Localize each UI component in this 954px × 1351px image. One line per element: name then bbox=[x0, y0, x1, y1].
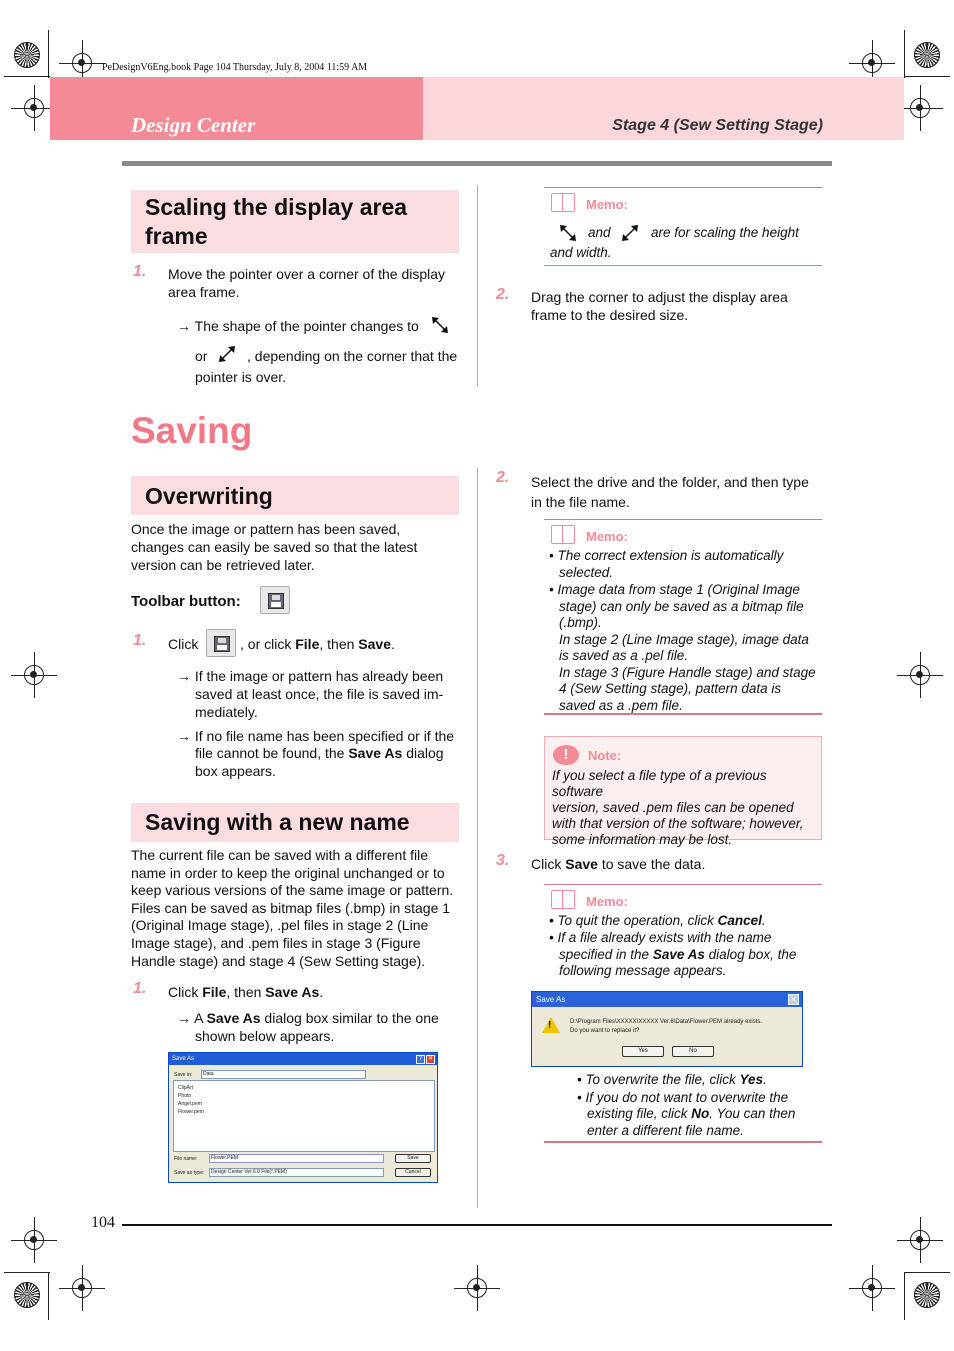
text-span: , or click bbox=[240, 636, 296, 652]
intro-line: Once the image or pattern has been saved, bbox=[131, 521, 401, 537]
result-text: → If the image or pattern has already been bbox=[177, 668, 444, 684]
memo-rule bbox=[544, 884, 822, 885]
text-span: • To overwrite the file, click bbox=[577, 1072, 740, 1087]
note-box bbox=[544, 736, 822, 847]
text-span: , then bbox=[226, 984, 266, 1000]
result-or: or bbox=[195, 348, 208, 364]
memo-label: Memo: bbox=[586, 197, 628, 212]
scaling-heading-line1: Scaling the display area bbox=[145, 194, 408, 220]
memo-label: Memo: bbox=[586, 894, 628, 909]
step-number: 1. bbox=[133, 632, 147, 649]
text-span: Click bbox=[168, 984, 203, 1000]
intro-line: Image stage), and .pem files in stage 3 (Figure bbox=[131, 934, 421, 951]
header-stage-title: Stage 4 (Sew Setting Stage) bbox=[612, 117, 823, 134]
column-divider bbox=[477, 468, 478, 1208]
no-button[interactable]: No bbox=[672, 1046, 714, 1057]
new-name-heading: Saving with a new name bbox=[145, 809, 410, 835]
step-text-line: in the file name. bbox=[531, 494, 630, 510]
registration-mark-tl bbox=[14, 42, 40, 68]
memo-book-icon bbox=[551, 890, 575, 909]
result-text: → The shape of the pointer changes to bbox=[177, 318, 419, 334]
dialog-title: Save As bbox=[532, 992, 802, 1007]
step-number: 1. bbox=[133, 263, 147, 280]
cancel-ref: Cancel bbox=[717, 913, 762, 928]
file-name-label: File name: bbox=[174, 1156, 198, 1162]
diagonal-resize-nwse-icon bbox=[558, 223, 578, 243]
yes-ref: Yes bbox=[739, 1072, 764, 1087]
crosshair-mark bbox=[467, 1278, 487, 1298]
save-toolbar-button[interactable] bbox=[206, 629, 236, 657]
save-as-ref: Save As bbox=[265, 984, 320, 1000]
save-button[interactable]: Save bbox=[395, 1154, 431, 1163]
file-name-input[interactable]: Flower.PEM bbox=[209, 1154, 384, 1163]
memo-line bbox=[577, 1106, 795, 1123]
text-span: , then bbox=[319, 636, 359, 652]
crop-line bbox=[48, 1272, 49, 1320]
yes-button[interactable]: Yes bbox=[622, 1046, 664, 1057]
crop-line bbox=[4, 1272, 50, 1273]
memo-book-icon bbox=[551, 525, 575, 544]
registration-mark-bl bbox=[14, 1282, 40, 1308]
memo-text bbox=[577, 1072, 795, 1139]
step-text-line: Move the pointer over a corner of the display bbox=[168, 266, 446, 282]
scaling-heading-line2: frame bbox=[145, 223, 208, 249]
memo-book-icon bbox=[551, 193, 575, 212]
memo-text: and width. bbox=[550, 245, 612, 260]
save-as-dialog bbox=[168, 1052, 438, 1183]
step-number: 1. bbox=[133, 980, 147, 997]
crop-line bbox=[4, 76, 50, 77]
step-text bbox=[531, 288, 788, 324]
intro-line: keep various versions of the same image or pattern. bbox=[131, 882, 454, 899]
memo-text bbox=[549, 913, 796, 980]
text-span: existing file, click bbox=[587, 1106, 692, 1121]
top-rule bbox=[122, 161, 832, 166]
text-span: Click bbox=[531, 856, 566, 872]
memo-line: (.bmp). bbox=[559, 615, 602, 630]
crosshair-mark bbox=[24, 665, 44, 685]
memo-line: • Image data from stage 1 (Original Image bbox=[549, 582, 800, 597]
result-text: mediately. bbox=[195, 704, 258, 720]
list-item[interactable]: ClipArt bbox=[178, 1085, 194, 1091]
close-button[interactable]: ✕ bbox=[788, 994, 799, 1005]
step-text-line: area frame. bbox=[168, 284, 240, 300]
diagonal-resize-nesw-icon bbox=[620, 223, 640, 243]
memo-and: and bbox=[588, 225, 611, 240]
note-label: Note: bbox=[588, 748, 622, 763]
message-line: Do you want to replace it? bbox=[570, 1028, 640, 1034]
text-span: . bbox=[319, 984, 324, 1000]
registration-mark-br bbox=[914, 1282, 940, 1308]
help-button[interactable]: ? bbox=[416, 1055, 425, 1064]
memo-line: • The correct extension is automatically bbox=[549, 548, 784, 563]
list-item[interactable]: Flower.pem bbox=[178, 1109, 204, 1115]
text-span: dialog box, the bbox=[704, 946, 797, 962]
memo-line bbox=[549, 913, 796, 930]
result-text: box appears. bbox=[195, 763, 276, 779]
memo-line: • If you do not want to overwrite the bbox=[577, 1089, 789, 1105]
crosshair-mark bbox=[72, 1278, 92, 1298]
crop-line bbox=[904, 1272, 905, 1320]
text-span: . bbox=[761, 913, 766, 928]
menu-file-ref: File bbox=[295, 636, 320, 652]
message-line: D:\Program Files\XXXXX\XXXXX Ver.6\Data\Flower.PEM already exists. bbox=[570, 1019, 763, 1025]
crosshair-mark bbox=[862, 53, 882, 73]
step-number: 3. bbox=[496, 852, 510, 869]
note-text bbox=[552, 768, 821, 848]
close-button[interactable]: ✕ bbox=[427, 1056, 434, 1062]
list-item[interactable]: Angel.pem bbox=[178, 1101, 202, 1107]
overwriting-heading: Overwriting bbox=[145, 483, 273, 509]
text-span: . bbox=[763, 1072, 767, 1087]
registration-mark-tr bbox=[914, 42, 940, 68]
text-span: dialog box similar to the one bbox=[260, 1010, 439, 1026]
new-name-intro bbox=[131, 847, 453, 970]
step-text: Click bbox=[168, 636, 199, 652]
crosshair-mark bbox=[72, 53, 92, 73]
step-text bbox=[531, 472, 809, 512]
memo-line: saved as a .pem file. bbox=[559, 697, 683, 713]
toolbar-button-label: Toolbar button: bbox=[131, 593, 241, 610]
text-span: • To quit the operation, click bbox=[549, 913, 718, 928]
text-span: → A bbox=[177, 1010, 207, 1026]
crosshair-mark bbox=[910, 665, 930, 685]
confirm-overwrite-dialog bbox=[531, 991, 803, 1067]
memo-line bbox=[549, 947, 796, 964]
save-toolbar-button[interactable] bbox=[260, 586, 290, 614]
intro-line: The current file can be saved with a different file bbox=[131, 847, 429, 863]
crop-line bbox=[48, 30, 49, 78]
diagonal-resize-nwse-icon bbox=[430, 315, 450, 335]
result-text: saved at least once, the file is saved im- bbox=[195, 686, 444, 702]
crosshair-mark bbox=[910, 98, 930, 118]
menu-save-ref: Save bbox=[358, 636, 391, 652]
memo-line: enter a different file name. bbox=[587, 1122, 744, 1138]
memo-text: are for scaling the height bbox=[651, 225, 799, 240]
crosshair-mark bbox=[24, 1230, 44, 1250]
list-item[interactable]: Photo bbox=[178, 1093, 192, 1099]
save-in-label: Save in: bbox=[174, 1072, 193, 1078]
floppy-disk-icon bbox=[214, 636, 230, 652]
saving-title: Saving bbox=[131, 410, 253, 451]
page-number: 104 bbox=[91, 1214, 115, 1231]
memo-line: In stage 2 (Line Image stage), image data bbox=[559, 631, 809, 647]
file-list[interactable] bbox=[173, 1080, 435, 1152]
text-span: file cannot be found, the bbox=[195, 745, 349, 761]
intro-line: (Original Image stage), .pel files in stage 2 (Line bbox=[131, 917, 429, 934]
text-span: . You can then bbox=[709, 1106, 796, 1121]
result-text: → If no file name has been specified or if the bbox=[177, 728, 455, 744]
dialog-title: Save As bbox=[169, 1053, 437, 1065]
cancel-button[interactable]: Cancel bbox=[395, 1168, 431, 1177]
save-as-type-select[interactable]: Design Center Ver.6.0 File(*.PEM) bbox=[209, 1168, 384, 1177]
step-text-line: Drag the corner to adjust the display area bbox=[531, 289, 788, 305]
memo-label: Memo: bbox=[586, 529, 628, 544]
memo-rule bbox=[544, 1141, 822, 1143]
note-line: version, saved .pem files can be opened bbox=[552, 800, 794, 815]
step-number: 2. bbox=[496, 286, 510, 303]
step-text-line: frame to the desired size. bbox=[531, 307, 689, 323]
crosshair-mark bbox=[24, 98, 44, 118]
scaling-heading bbox=[145, 193, 407, 251]
column-divider bbox=[477, 185, 478, 387]
dialog-message bbox=[570, 1018, 762, 1036]
memo-line: following message appears. bbox=[559, 963, 727, 978]
result-text bbox=[195, 744, 444, 762]
footer-rule bbox=[122, 1224, 832, 1226]
crosshair-mark bbox=[862, 1278, 882, 1298]
note-line: with that version of the software; however, bbox=[552, 816, 804, 831]
diagonal-resize-nesw-icon bbox=[217, 344, 237, 364]
step-text bbox=[168, 265, 445, 301]
result-text bbox=[177, 1009, 439, 1027]
intro-line: version can be retrieved later. bbox=[131, 557, 315, 573]
text-span: to save the data. bbox=[597, 856, 706, 872]
result-text: , depending on the corner that the bbox=[247, 348, 458, 364]
floppy-disk-icon bbox=[268, 593, 284, 609]
memo-rule bbox=[544, 265, 822, 266]
memo-line: stage) can only be saved as a bitmap file bbox=[559, 598, 804, 614]
memo-text bbox=[549, 548, 816, 714]
save-as-type-label: Save as type: bbox=[174, 1170, 205, 1176]
memo-line: • If a file already exists with the name bbox=[549, 930, 772, 945]
note-line: If you select a file type of a previous software bbox=[552, 768, 767, 799]
crop-line bbox=[904, 76, 950, 77]
memo-line: 4 (Sew Setting stage), pattern data is bbox=[559, 681, 782, 696]
note-line: some information may be lost. bbox=[552, 832, 733, 847]
save-as-ref: Save As bbox=[348, 745, 403, 761]
step-text bbox=[531, 855, 705, 873]
overwriting-intro bbox=[131, 520, 417, 574]
intro-line: name in order to keep the original unchanged or to bbox=[131, 864, 445, 881]
step-text bbox=[240, 635, 395, 653]
memo-rule bbox=[544, 713, 822, 715]
file-info: PeDesignV6Eng.book Page 104 Thursday, July 8, 2004 11:59 AM bbox=[102, 62, 368, 73]
intro-line: changes can easily be saved so that the latest bbox=[131, 539, 418, 555]
crop-line bbox=[904, 1272, 950, 1273]
crosshair-mark bbox=[910, 1230, 930, 1250]
result-text: shown below appears. bbox=[195, 1028, 335, 1044]
save-as-ref: Save As bbox=[652, 946, 705, 962]
memo-line: selected. bbox=[559, 564, 614, 580]
crop-line bbox=[904, 30, 905, 78]
memo-line bbox=[577, 1072, 795, 1089]
note-alert-icon: ! bbox=[553, 745, 579, 765]
intro-line: Files can be saved as bitmap files (.bmp) in stage 1 bbox=[131, 899, 451, 916]
save-as-ref: Save As bbox=[206, 1010, 261, 1026]
header-section-title: Design Center bbox=[131, 113, 256, 137]
text-span: . bbox=[390, 636, 395, 652]
step-text bbox=[168, 983, 323, 1001]
text-span: dialog bbox=[402, 745, 444, 761]
step-number: 2. bbox=[496, 469, 510, 486]
memo-rule bbox=[544, 187, 822, 188]
save-in-select[interactable]: Data bbox=[201, 1070, 366, 1079]
memo-rule bbox=[544, 519, 822, 520]
menu-file-ref: File bbox=[202, 984, 227, 1000]
memo-line: In stage 3 (Figure Handle stage) and stage bbox=[559, 664, 816, 680]
text-span: specified in the bbox=[559, 946, 653, 962]
save-ref: Save bbox=[565, 856, 598, 872]
warning-exclamation: ! bbox=[548, 1020, 552, 1031]
result-text: pointer is over. bbox=[195, 369, 287, 385]
step-text-line: Select the drive and the folder, and then type bbox=[531, 474, 809, 490]
memo-line: is saved as a .pel file. bbox=[559, 648, 689, 663]
intro-line: Handle stage) and stage 4 (Sew Setting stage). bbox=[131, 952, 426, 969]
no-ref: No bbox=[691, 1106, 710, 1121]
